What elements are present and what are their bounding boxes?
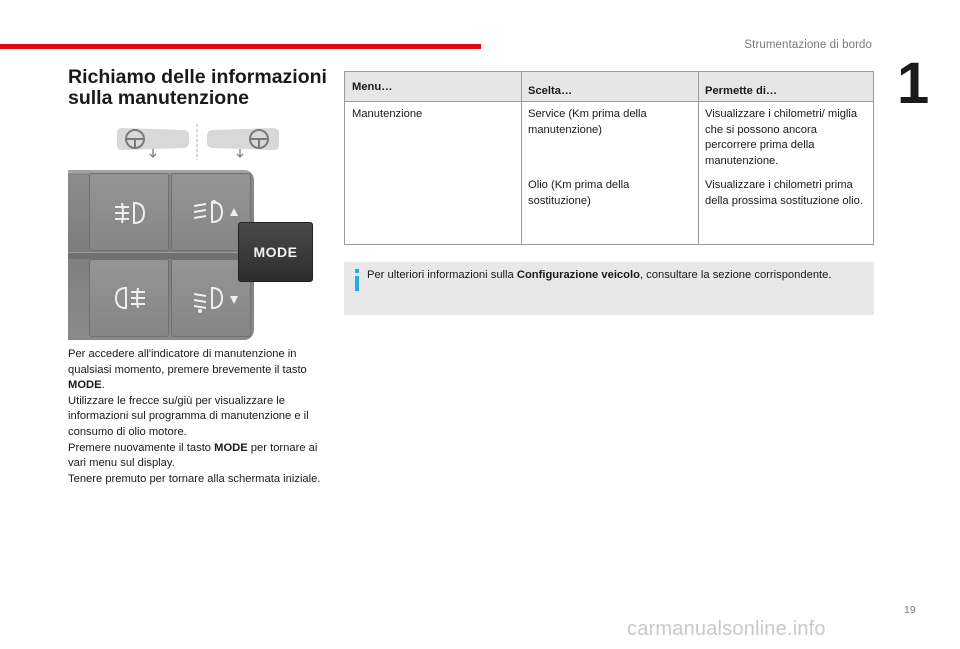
section-title: Strumentazione di bordo: [744, 39, 872, 51]
table-cell-allows: Visualizzare i chilometri prima della prossima sostituzione olio.: [705, 179, 863, 207]
table-cell-menu: Manutenzione: [352, 108, 423, 120]
chapter-number: 1: [897, 51, 930, 116]
instruction-paragraph-4: Tenere premuto per tornare alla schermata iniziale.: [68, 472, 321, 485]
steering-stalk-illustration: [113, 120, 283, 162]
left-stalk-icon: [117, 128, 189, 157]
rear-fog-light-button: [89, 259, 169, 337]
table-cell-allows: Visualizzare i chilometri/ miglia che si possono ancora percorrere prima della manutenzione.: [705, 108, 858, 167]
instruction-paragraph-3: Premere nuovamente il tasto MODE per tornare ai vari menu sul display.: [68, 441, 318, 470]
info-note-text: Per ulteriori informazioni sulla Configurazione veicolo, consultare la sezione corrispondente.: [367, 269, 832, 281]
column-header-menu: Menu…: [352, 81, 393, 93]
front-fog-light-button: [89, 173, 169, 251]
watermark: carmanualsonline.info: [627, 618, 826, 640]
switch-panel-illustration: [68, 170, 254, 340]
mode-button-illustration: MODE: [238, 222, 313, 282]
panel-divider: [68, 252, 254, 259]
column-header-allows: Permette di…: [705, 85, 778, 97]
info-note-box: [344, 262, 874, 315]
table-header-row: [345, 72, 873, 102]
maintenance-menu-table: [344, 71, 874, 245]
header-accent-bar: [0, 44, 481, 49]
instruction-paragraph-2: Utilizzare le frecce su/giù per visualizzare le informazioni sul programma di manutenzione e il consumo di olio motore.: [68, 394, 309, 438]
page-number: 19: [904, 604, 916, 616]
table-cell-choice: Olio (Km prima della sostituzione): [528, 179, 630, 207]
front-fog-light-icon: [112, 199, 148, 227]
page-title-line-2: sulla manutenzione: [68, 87, 249, 109]
page-title-line-1: Richiamo delle informazioni: [68, 66, 327, 88]
headlight-beam-up-icon: [188, 198, 240, 228]
page-title: [68, 67, 338, 109]
rear-fog-light-icon: [112, 284, 148, 312]
headlight-beam-down-icon: [188, 284, 240, 314]
table-cell-choice: Service (Km prima della manutenzione): [528, 108, 647, 136]
info-icon: [352, 268, 362, 292]
right-stalk-icon: [207, 128, 279, 157]
instructions-text: [68, 347, 330, 487]
instruction-paragraph-1: Per accedere all'indicatore di manutenzione in qualsiasi momento, premere brevemente il tasto MODE.: [68, 348, 307, 392]
column-header-choice: Scelta…: [528, 85, 573, 97]
